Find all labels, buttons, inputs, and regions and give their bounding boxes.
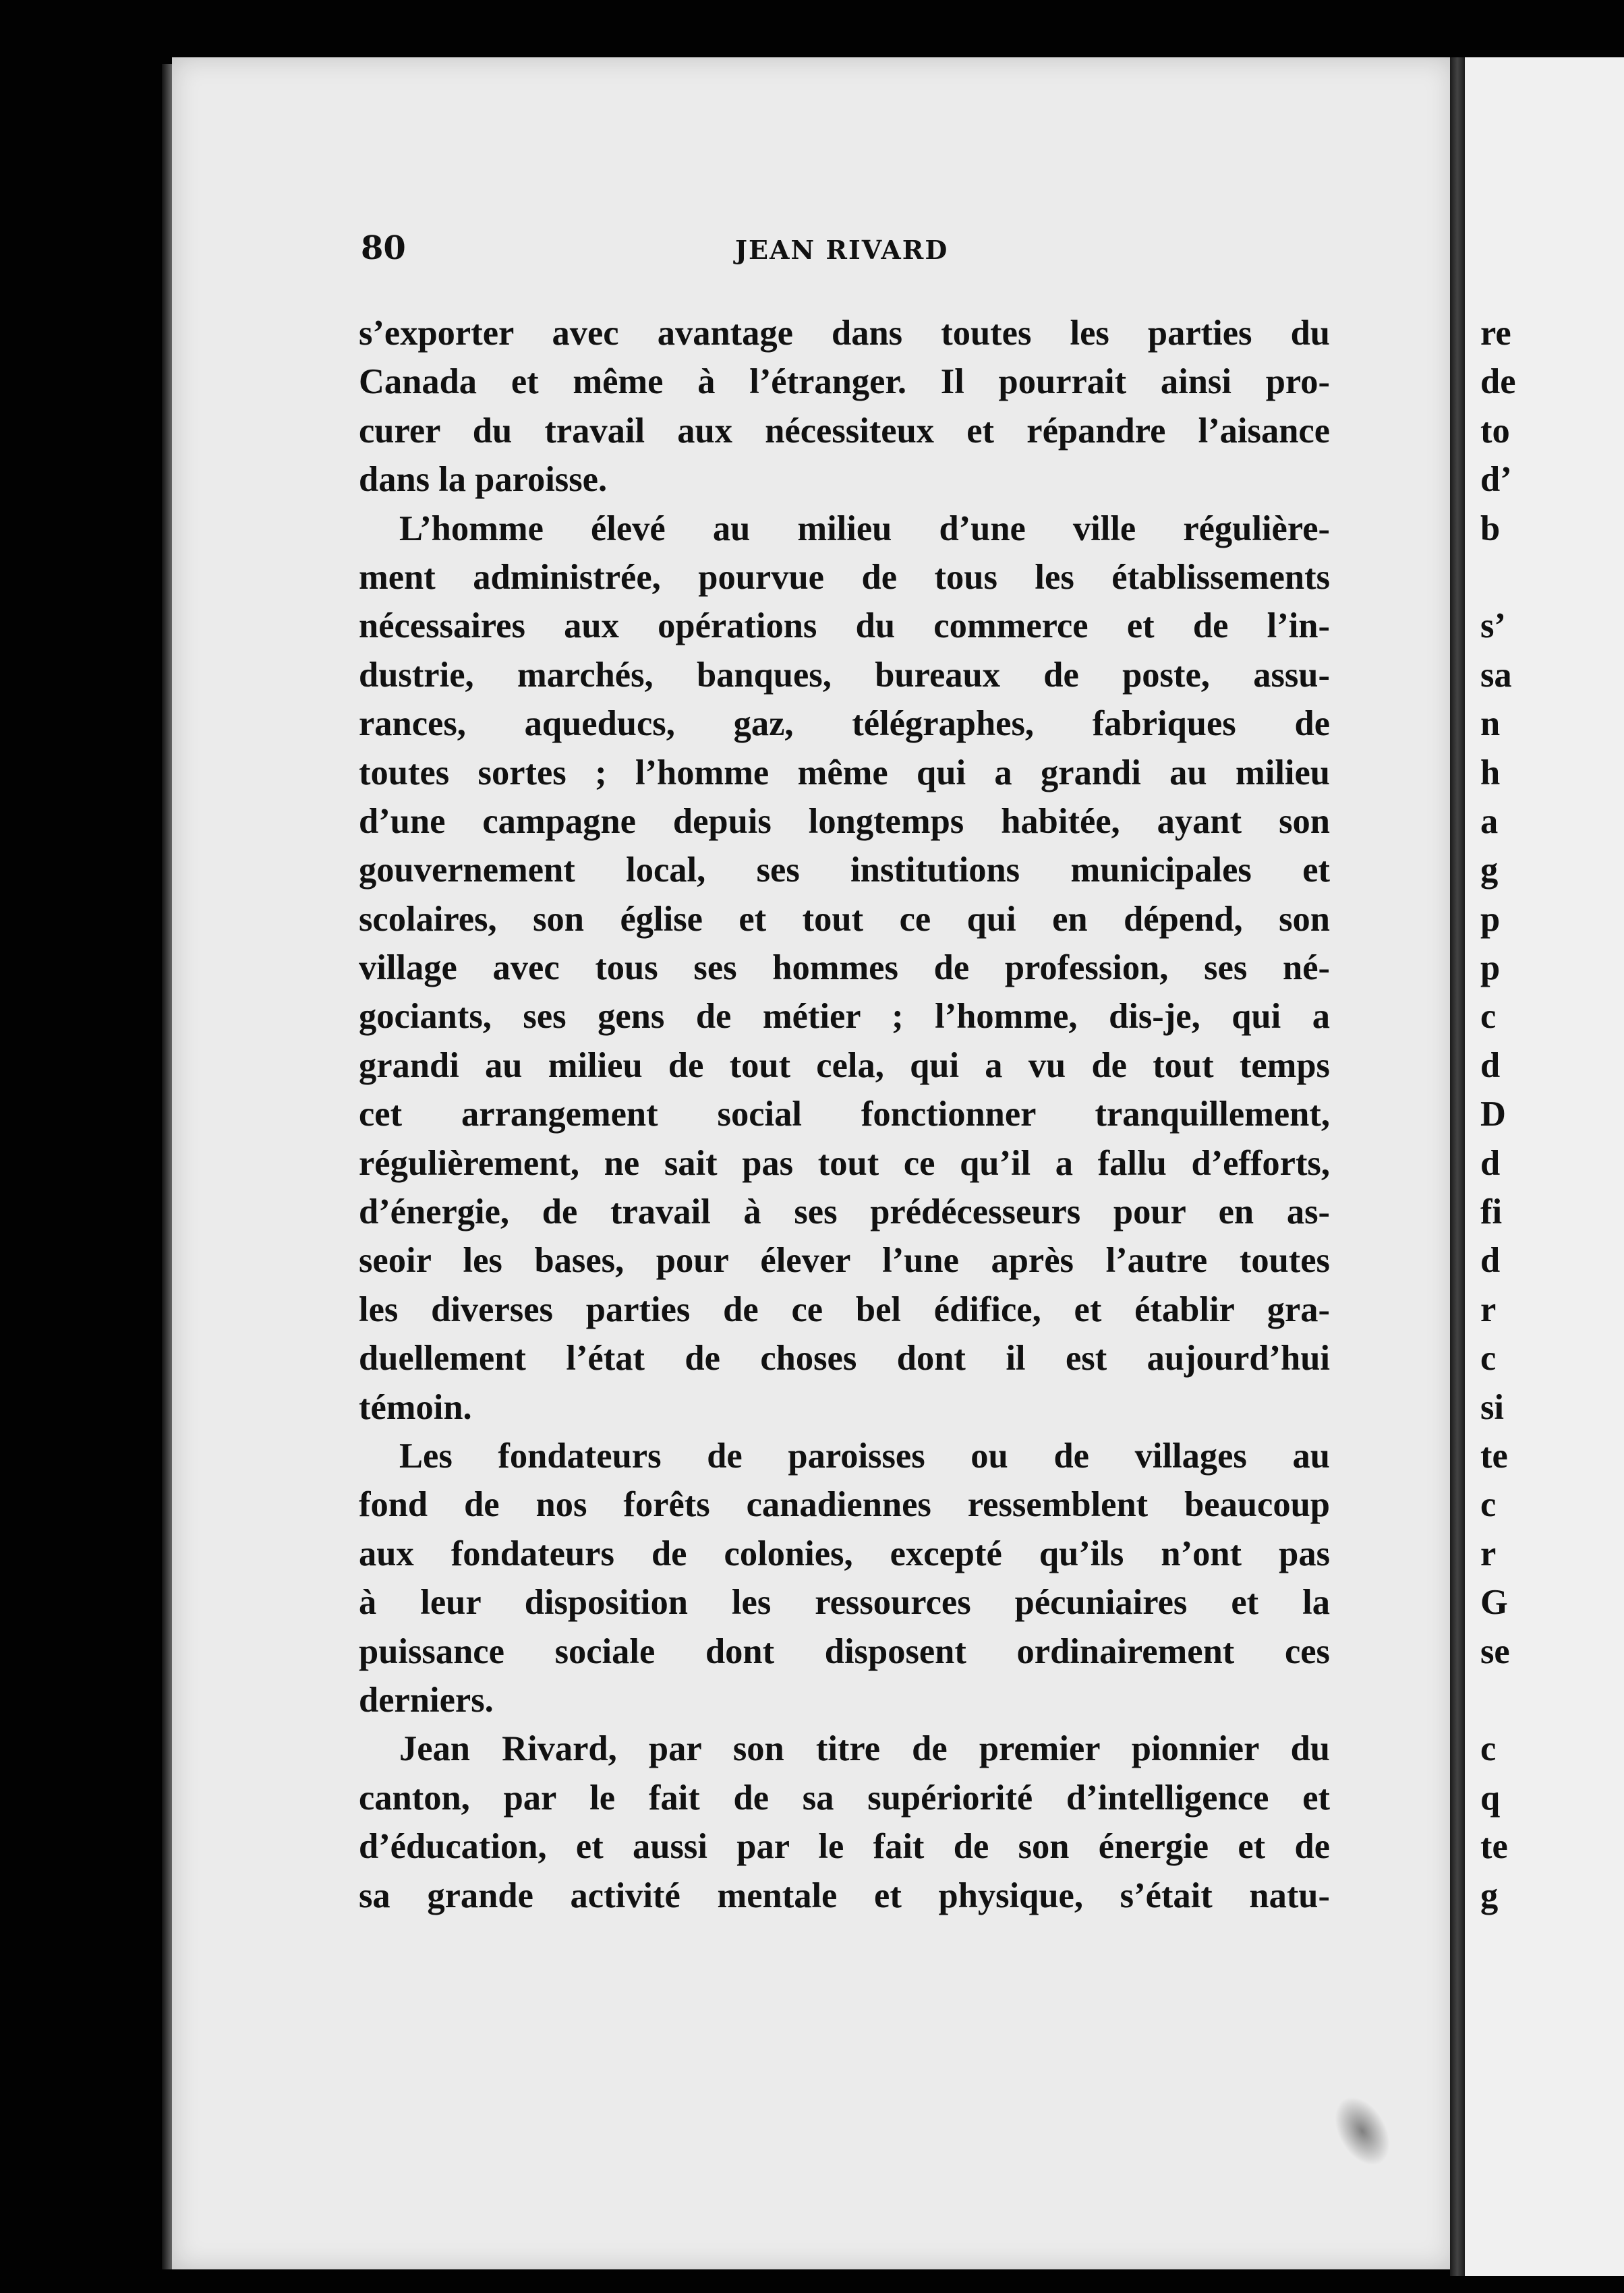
book-gutter xyxy=(1450,57,1465,2276)
text-line: toutes sortes ; l’homme même qui a grandi au milieu xyxy=(359,753,1330,792)
text-line: Les fondateurs de paroisses ou de villages au xyxy=(399,1436,1330,1476)
body-text xyxy=(359,309,1330,1920)
text-line: scolaires, son église et tout ce qui en dépend, son xyxy=(359,899,1330,939)
next-page-fragment: c xyxy=(1480,1729,1497,1769)
next-page-fragment: fi xyxy=(1480,1192,1503,1232)
text-line: dans la paroisse. xyxy=(359,460,608,500)
next-page-fragment: b xyxy=(1480,509,1501,548)
text-line: aux fondateurs de colonies, excepté qu’ils n’ont pas xyxy=(359,1534,1330,1573)
next-page-fragment: se xyxy=(1480,1631,1510,1671)
next-page-fragment: q xyxy=(1480,1778,1501,1818)
next-page-fragment xyxy=(1480,1676,1516,1724)
next-page-fragment: p xyxy=(1480,899,1501,939)
next-page-fragment: d xyxy=(1480,1241,1501,1281)
text-line: d’énergie, de travail à ses prédécesseurs pour en as- xyxy=(359,1192,1330,1232)
text-line: rances, aqueducs, gaz, télégraphes, fabriques de xyxy=(359,704,1330,744)
text-line: gouvernement local, ses institutions municipales et xyxy=(359,850,1330,890)
next-page-text xyxy=(1480,309,1516,1920)
text-line: d’une campagne depuis longtemps habitée, ayant son xyxy=(359,801,1330,841)
next-page-fragment: c xyxy=(1480,997,1497,1037)
text-line: régulièrement, ne sait pas tout ce qu’il a fallu d’efforts, xyxy=(359,1143,1330,1183)
text-line: à leur disposition les ressources pécuniaires et la xyxy=(359,1583,1330,1623)
next-page-fragment: de xyxy=(1480,362,1516,402)
text-line: ment administrée, pourvue de tous les établissements xyxy=(359,557,1330,597)
text-line: nécessaires aux opérations du commerce et de l’in- xyxy=(359,606,1330,646)
text-line: dustrie, marchés, banques, bureaux de poste, assu- xyxy=(359,655,1330,695)
next-page-fragment: a xyxy=(1480,801,1499,841)
next-page-fragment: te xyxy=(1480,1436,1508,1476)
next-page-fragment: g xyxy=(1480,850,1499,890)
text-line: s’exporter avec avantage dans toutes les parties du xyxy=(359,314,1330,353)
next-page-fragment: sa xyxy=(1480,655,1512,695)
text-line: témoin. xyxy=(359,1387,472,1427)
next-page-fragment: c xyxy=(1480,1485,1497,1525)
next-page-fragment: si xyxy=(1480,1387,1505,1427)
next-page-fragment: re xyxy=(1480,314,1511,353)
text-line: sa grande activité mentale et physique, s’était natu- xyxy=(359,1876,1330,1915)
next-page-fragment: to xyxy=(1480,411,1510,451)
next-page-fragment: d xyxy=(1480,1143,1501,1183)
next-page-fragment: s’ xyxy=(1480,606,1506,646)
text-line: derniers. xyxy=(359,1680,494,1720)
ink-smudge xyxy=(1323,2087,1401,2175)
page-number: 80 xyxy=(361,229,406,267)
text-line: curer du travail aux nécessiteux et répandre l’aisance xyxy=(359,411,1330,451)
text-line: canton, par le fait de sa supériorité d’intelligence et xyxy=(359,1778,1330,1818)
text-line: fond de nos forêts canadiennes ressemblent beaucoup xyxy=(359,1485,1330,1525)
next-page-fragment xyxy=(1480,553,1516,602)
text-line: duellement l’état de choses dont il est aujourd’hui xyxy=(359,1339,1330,1378)
text-line: d’éducation, et aussi par le fait de son énergie et de xyxy=(359,1827,1330,1867)
next-page-fragment: h xyxy=(1480,753,1501,792)
text-line: gociants, ses gens de métier ; l’homme, dis-je, qui a xyxy=(359,997,1330,1037)
next-page-fragment: g xyxy=(1480,1876,1499,1915)
text-line: cet arrangement social fonctionner tranquillement, xyxy=(359,1095,1330,1134)
text-line: Canada et même à l’étranger. Il pourrait ainsi pro- xyxy=(359,362,1330,402)
next-page-fragment: D xyxy=(1480,1095,1506,1134)
running-head: JEAN RIVARD xyxy=(735,235,949,265)
next-page-fragment: p xyxy=(1480,948,1501,988)
text-line: Jean Rivard, par son titre de premier pionnier du xyxy=(399,1729,1330,1769)
next-page-fragment: d xyxy=(1480,1045,1501,1085)
text-line: puissance sociale dont disposent ordinairement ces xyxy=(359,1631,1330,1671)
text-line: seoir les bases, pour élever l’une après l’autre toutes xyxy=(359,1241,1330,1281)
next-page-fragment: d’ xyxy=(1480,460,1512,500)
next-page-fragment: n xyxy=(1480,704,1501,744)
next-page-fragment: r xyxy=(1480,1289,1497,1329)
next-page-fragment: c xyxy=(1480,1339,1497,1378)
text-line: L’homme élevé au milieu d’une ville régulière- xyxy=(399,509,1330,548)
text-line: les diverses parties de ce bel édifice, et établir gra- xyxy=(359,1289,1330,1329)
next-page-fragment: r xyxy=(1480,1534,1497,1573)
next-page-fragment: G xyxy=(1480,1583,1508,1623)
text-line: village avec tous ses hommes de profession, ses né- xyxy=(359,948,1330,988)
next-page-fragment: te xyxy=(1480,1827,1508,1867)
page-header xyxy=(361,229,1325,277)
text-line: grandi au milieu de tout cela, qui a vu de tout temps xyxy=(359,1045,1330,1085)
